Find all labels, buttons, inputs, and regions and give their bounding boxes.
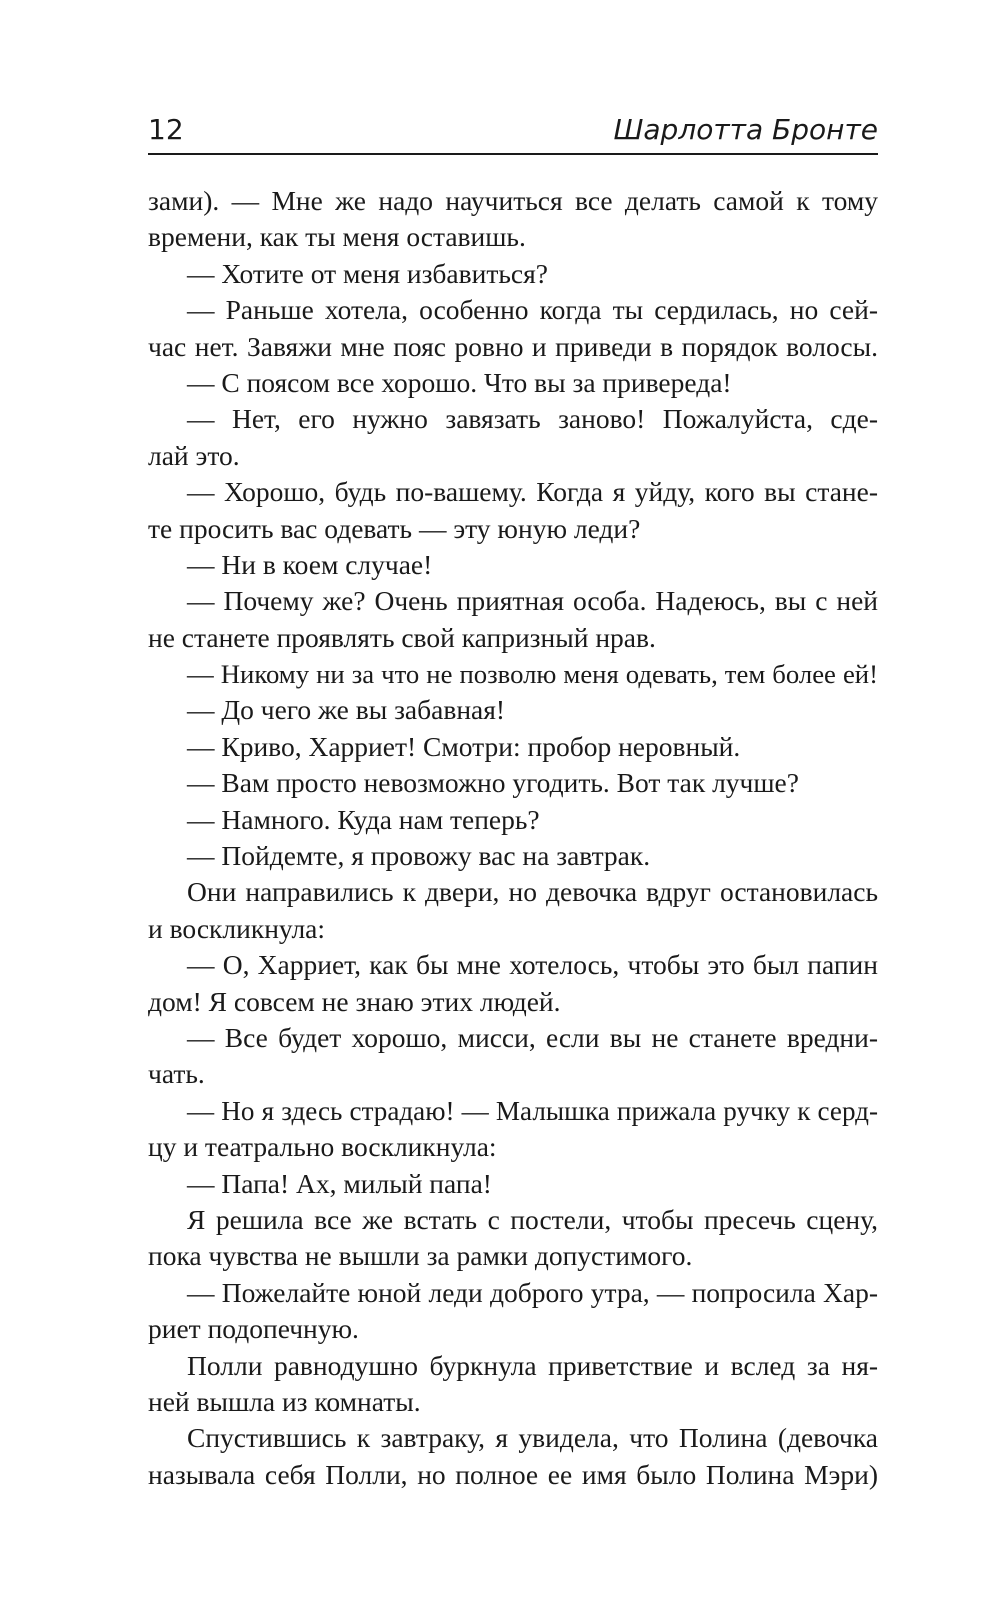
header-rule bbox=[148, 153, 878, 155]
text-line: — Ни в коем случае! bbox=[187, 548, 433, 580]
text-line: Они направились к двери, но девочка вдруг остановилась bbox=[187, 876, 878, 908]
text-line: Полли равнодушно буркнула приветствие и вслед за ня- bbox=[187, 1349, 878, 1381]
text-line: — Нет, его нужно завязать заново! Пожалуйста, сде- bbox=[187, 403, 878, 435]
text-line: — Хорошо, будь по-вашему. Когда я уйду, кого вы стане- bbox=[187, 476, 878, 508]
text-line: — С поясом все хорошо. Что вы за привереда! bbox=[187, 366, 732, 398]
page-body bbox=[148, 183, 878, 1493]
text-line: — Раньше хотела, особенно когда ты сердилась, но сей- bbox=[187, 294, 878, 326]
text-line: не станете проявлять свой капризный нрав. bbox=[148, 621, 656, 653]
running-head-author: Шарлотта Бронте bbox=[613, 113, 878, 146]
text-line: цу и театрально воскликнула: bbox=[148, 1131, 497, 1163]
text-line: Я решила все же встать с постели, чтобы пресечь сцену, bbox=[187, 1203, 878, 1235]
page-number: 12 bbox=[148, 113, 184, 146]
text-line: — Папа! Ах, милый папа! bbox=[187, 1167, 492, 1199]
text-line: — Пожелайте юной леди доброго утра, — попросила Хар- bbox=[187, 1276, 878, 1308]
text-line: дом! Я совсем не знаю этих людей. bbox=[148, 985, 561, 1017]
text-line: — Все будет хорошо, мисси, если вы не станете вредни- bbox=[187, 1021, 878, 1053]
text-line: те просить вас одевать — эту юную леди? bbox=[148, 512, 641, 544]
text-line: — О, Харриет, как бы мне хотелось, чтобы это был папин bbox=[187, 949, 878, 981]
text-line: и воскликнула: bbox=[148, 912, 326, 944]
text-line: времени, как ты меня оставишь. bbox=[148, 221, 526, 253]
text-line: — Но я здесь страдаю! — Малышка прижала ручку к серд- bbox=[187, 1095, 878, 1126]
text-line: — До чего же вы забавная! bbox=[187, 694, 506, 726]
text-line: — Хотите от меня избавиться? bbox=[187, 257, 548, 289]
text-line: Спустившись к завтраку, я увидела, что Полина (девочка bbox=[187, 1422, 878, 1454]
text-line: лай это. bbox=[148, 439, 240, 471]
page-header bbox=[148, 112, 878, 152]
text-line: — Вам просто невозможно угодить. Вот так лучше? bbox=[187, 767, 799, 799]
text-line: — Никому ни за что не позволю меня одевать, тем более ей! bbox=[187, 659, 878, 690]
text-line: — Пойдемте, я провожу вас на завтрак. bbox=[187, 840, 651, 872]
text-line: — Криво, Харриет! Смотри: пробор неровный. bbox=[187, 730, 741, 762]
text-line: — Почему же? Очень приятная особа. Надеюсь, вы с ней bbox=[187, 585, 878, 617]
text-line: ней вышла из комнаты. bbox=[148, 1385, 421, 1417]
text-line: чать. bbox=[148, 1058, 205, 1090]
text-line: пока чувства не вышли за рамки допустимого. bbox=[148, 1240, 693, 1272]
text-line: — Намного. Куда нам теперь? bbox=[187, 803, 540, 835]
text-line: риет подопечную. bbox=[148, 1313, 359, 1345]
text-line: зами). — Мне же надо научиться все делать самой к тому bbox=[148, 185, 878, 216]
text-line: называла себя Полли, но полное ее имя было Полина Мэри) bbox=[148, 1458, 878, 1490]
text-line: час нет. Завяжи мне пояс ровно и приведи в порядок волосы. bbox=[148, 330, 878, 362]
